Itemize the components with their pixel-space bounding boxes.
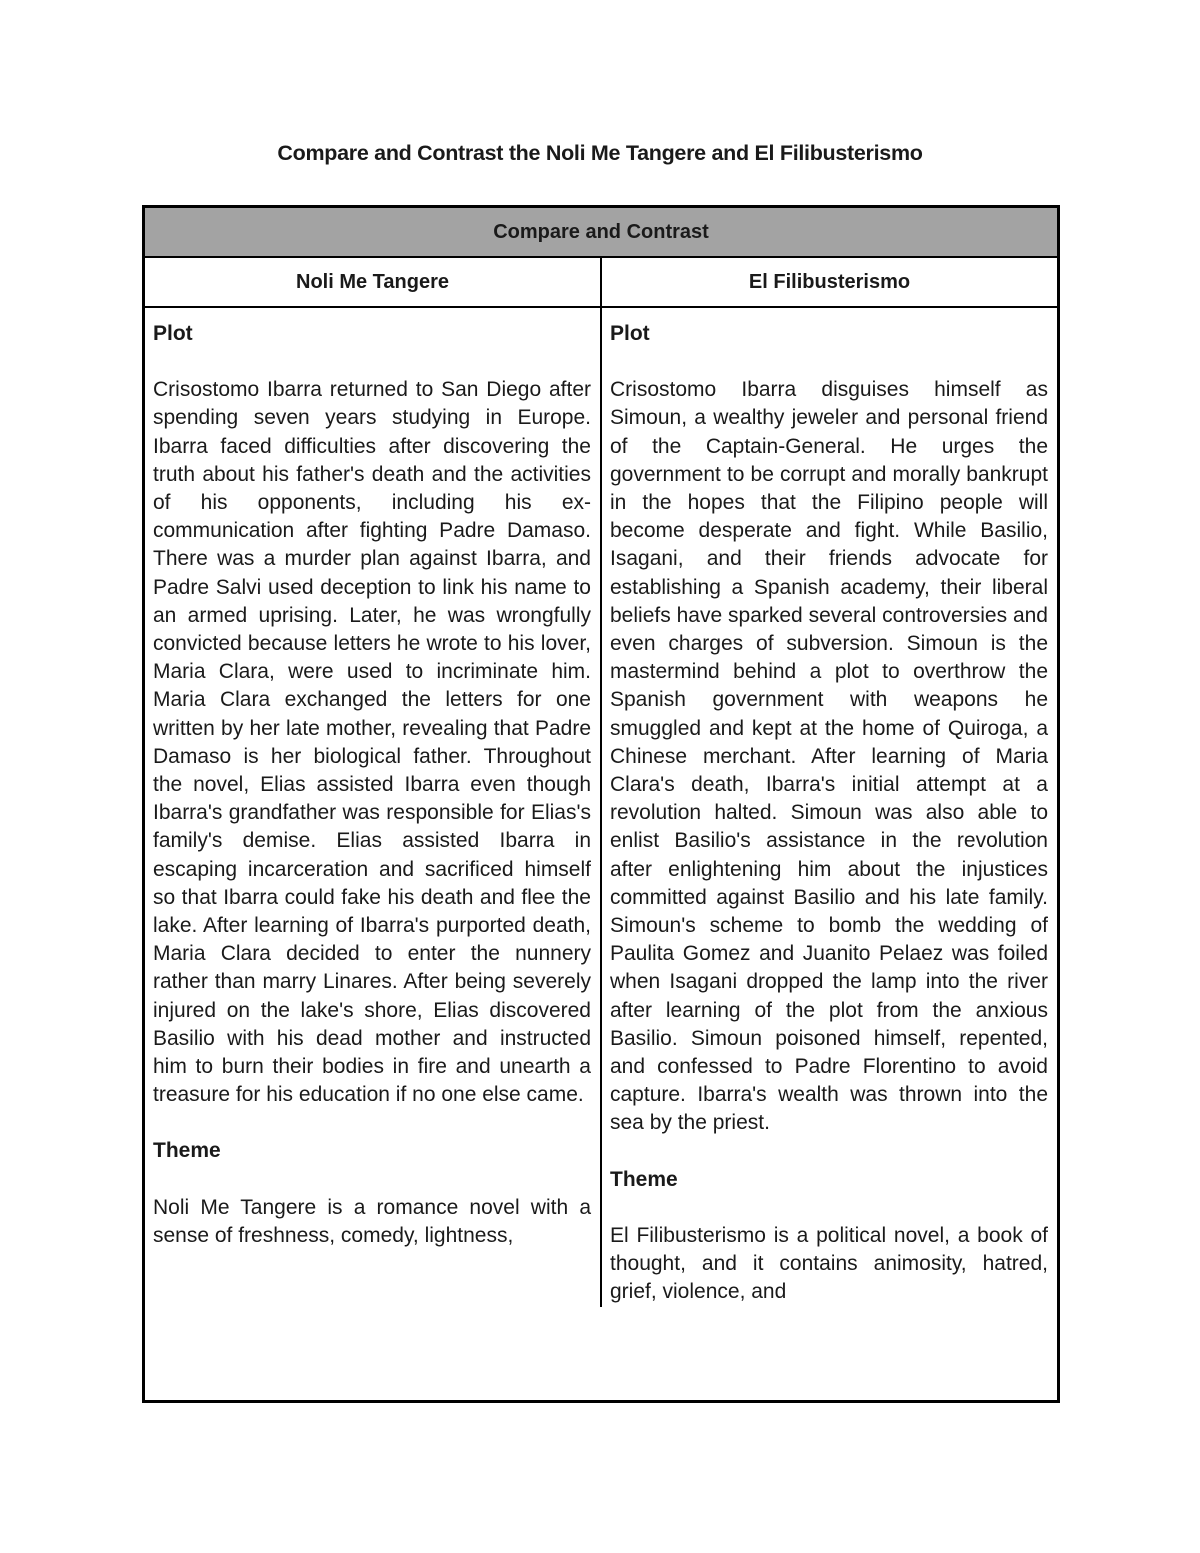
column-heading-fili: El Filibusterismo	[601, 257, 1057, 307]
plot-label: Plot	[610, 322, 650, 345]
compare-table-grid	[145, 208, 1057, 1307]
column-heading-noli: Noli Me Tangere	[145, 257, 601, 307]
theme-label: Theme	[153, 1139, 221, 1163]
plot-text: Crisostomo Ibarra returned to San Diego after spending seven years studying in Europe. Ibarra faced difficulties after discovering the truth about his father's death and the activities of his opponents, including his ex-communication after fighting Padre Damaso. There was a murder plan against Ibarra, and Padre Salvi used deception to link his name to an armed uprising. Later, he was wrongfully convicted because letters he wrote to his lover, Maria Clara, were used to incriminate him. Maria Clara exchanged the letters for one written by her late mother, revealing that Padre Damaso is her biological father. Throughout the novel, Elias assisted Ibarra even though Ibarra's grandfather was responsible for Elias's family's demise. Elias assisted Ibarra in escaping incarceration and sacrificed himself so that Ibarra could fake his death and flee the lake. After learning of Ibarra's purported death, Maria Clara decided to enter the nunnery rather than marry Linares. After being severely injured on the lake's shore, Elias discovered Basilio with his dead mother and instructed him to burn their bodies in fire and unearth a treasure for his education if no one else came.	[153, 378, 591, 1107]
theme-text: El Filibusterismo is a political novel, a book of thought, and it contains animosity, hatred, grief, violence, and	[610, 1223, 1048, 1304]
theme-text: Noli Me Tangere is a romance novel with a sense of freshness, comedy, lightness,	[153, 1195, 591, 1247]
theme-label: Theme	[610, 1167, 678, 1191]
compare-table	[142, 205, 1060, 1403]
plot-text: Crisostomo Ibarra disguises himself as Simoun, a wealthy jeweler and personal friend of the Captain-General. He urges the government to be corrupt and morally bankrupt in the hopes that the Filipino people will become desperate and fight. While Basilio, Isagani, and their friends advocate for establishing a Spanish academy, their liberal beliefs have sparked several controversies and even charges of subversion. Simoun is the mastermind behind a plot to overthrow the Spanish government with weapons he smuggled and kept at the home of Quiroga, a Chinese merchant. After learning of Maria Clara's death, Ibarra's initial attempt at a revolution halted. Simoun was also able to enlist Basilio's assistance in the revolution after enlightening him about the injustices committed against Basilio and his late family. Simoun's scheme to bomb the wedding of Paulita Gomez and Juanito Pelaez was foiled when Isagani dropped the lamp into the river after learning of the plot from the anxious Basilio. Simoun poisoned himself, repented, and confessed to Padre Florentino to avoid capture. Ibarra's wealth was thrown into the sea by the priest.	[610, 378, 1048, 1135]
document-title: Compare and Contrast the Noli Me Tangere and El Filibusterismo	[277, 141, 923, 165]
plot-label: Plot	[153, 322, 193, 345]
table-header: Compare and Contrast	[145, 208, 1057, 257]
column-body-fili	[601, 307, 1057, 1307]
column-body-noli	[145, 307, 601, 1307]
